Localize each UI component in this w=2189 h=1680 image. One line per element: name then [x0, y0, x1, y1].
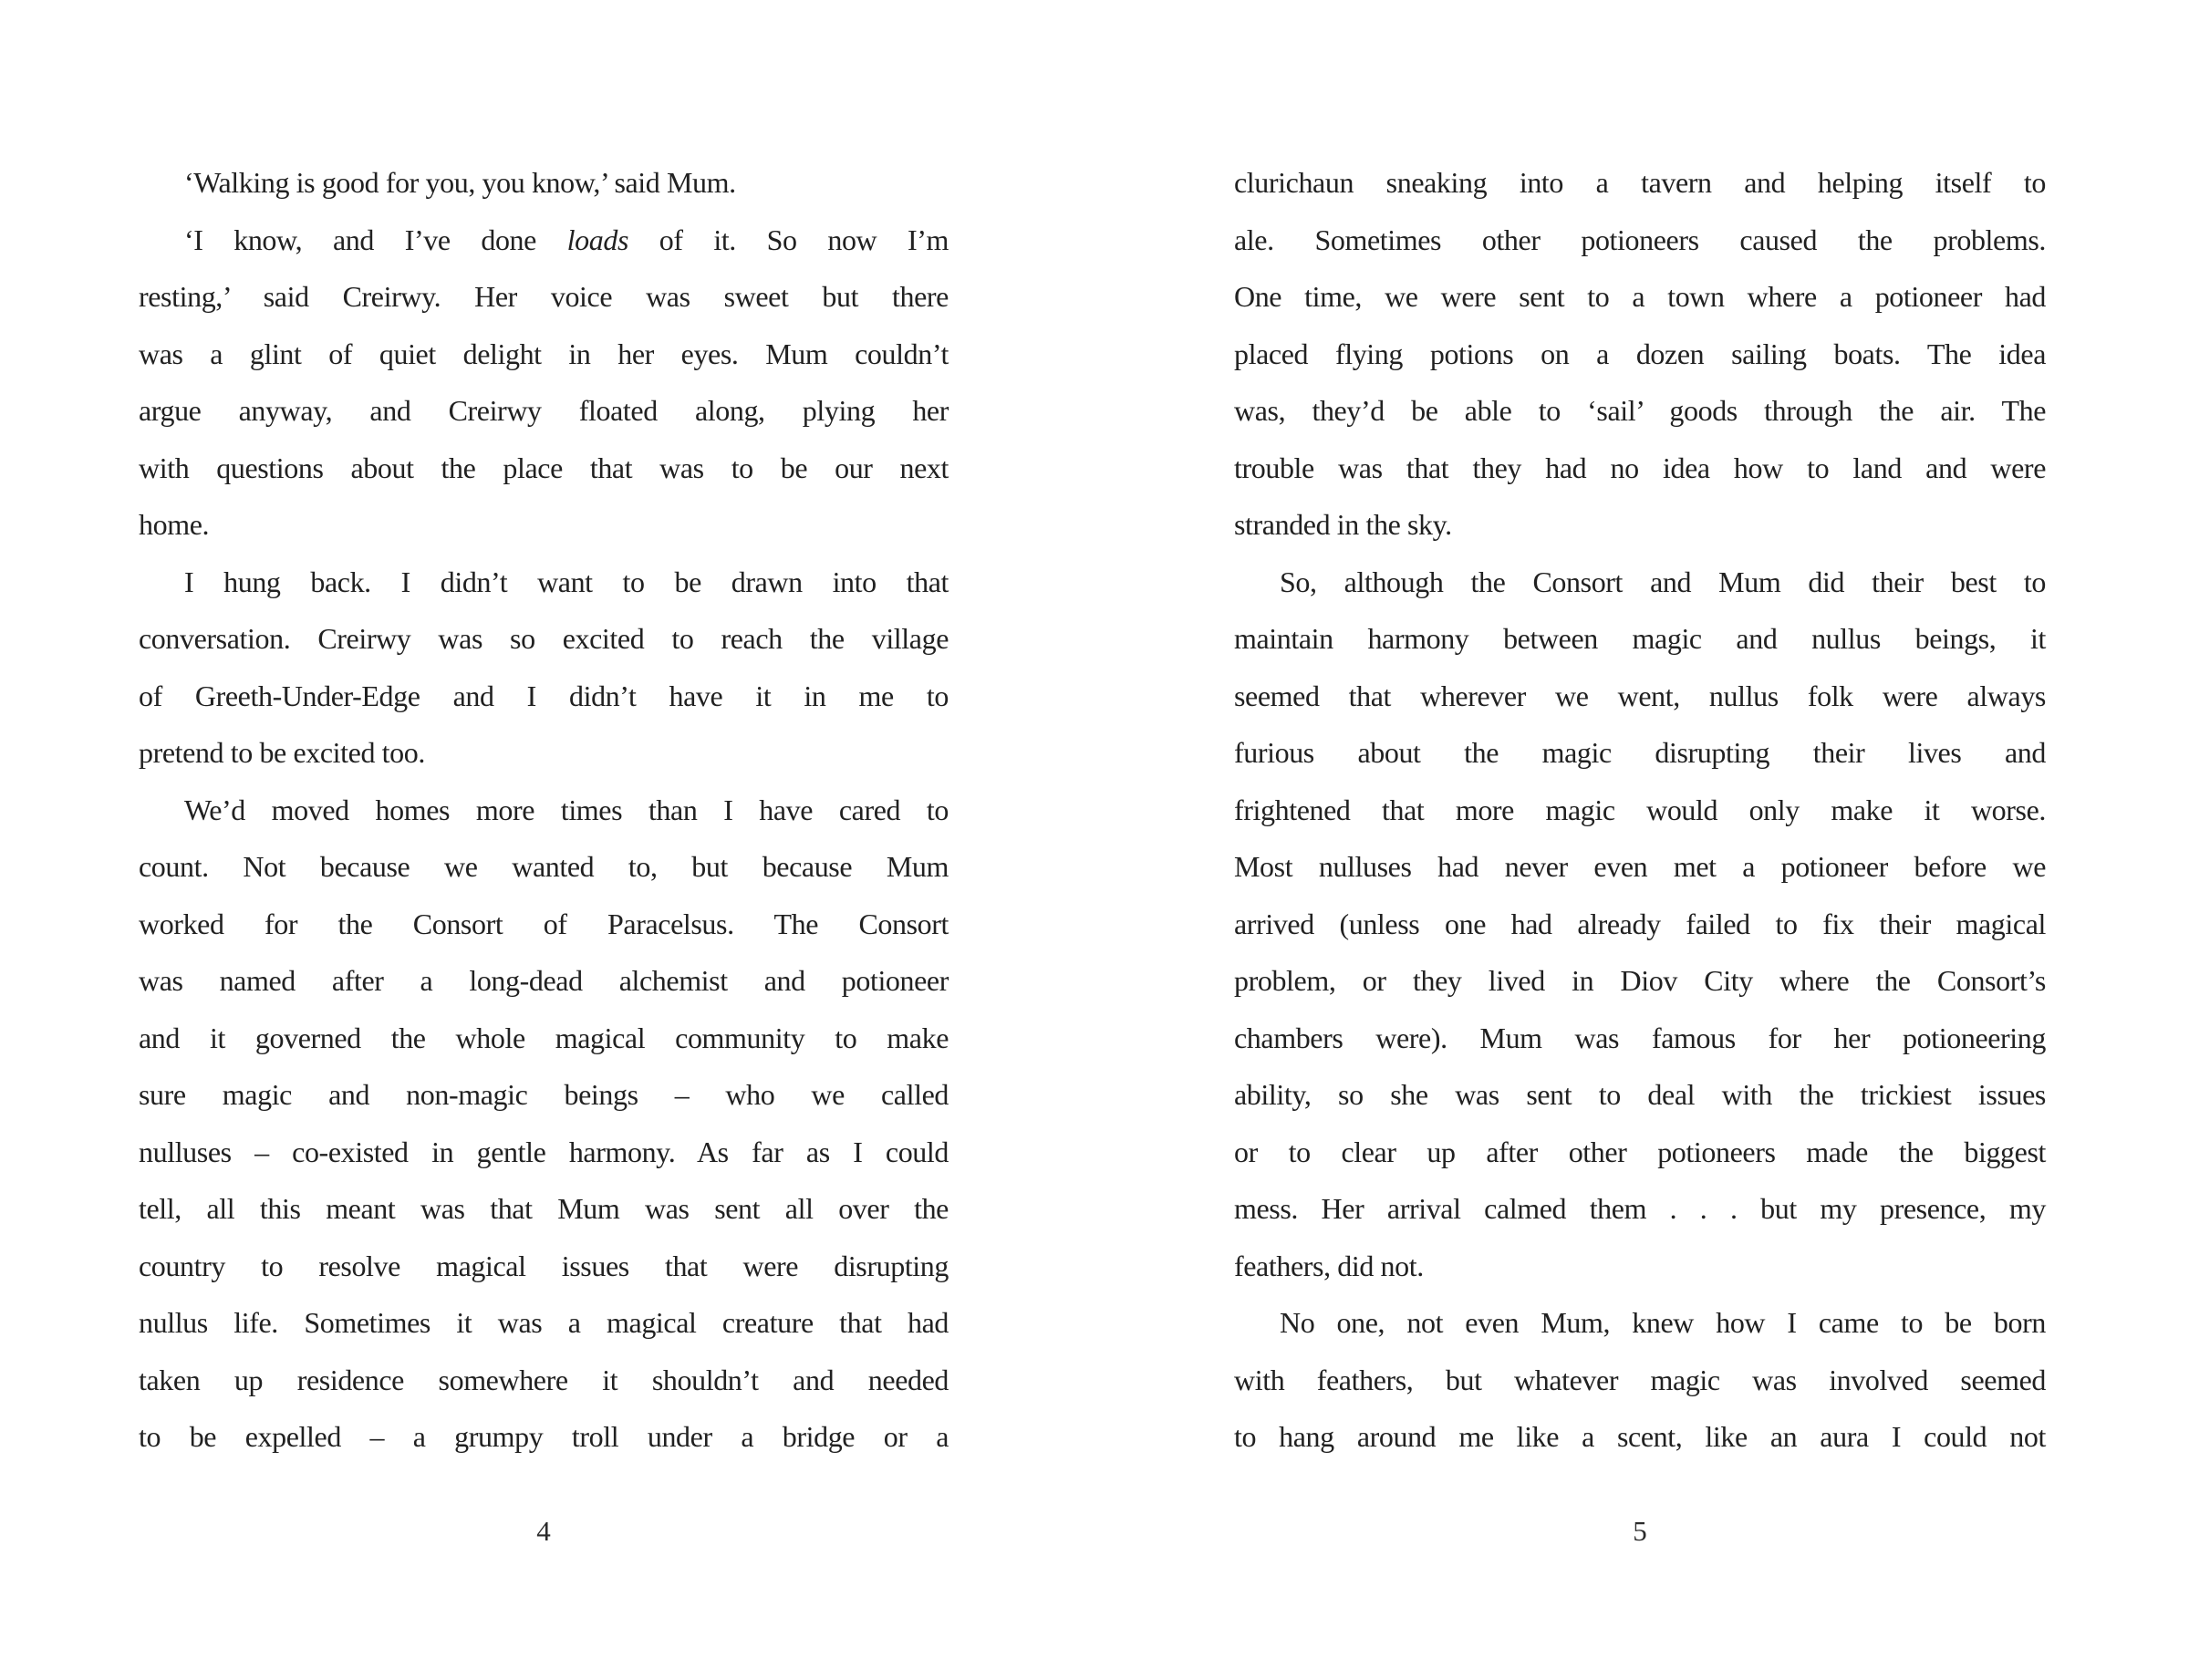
page-left-text — [139, 154, 949, 1466]
text-line: I hung back. I didn’t want to be drawn into that — [184, 565, 949, 598]
text-line: stranded in the sky. — [1234, 508, 1452, 541]
text-line: count. Not because we wanted to, but because Mum — [139, 850, 949, 883]
text-line: placed flying potions on a dozen sailing boats. The idea — [1234, 337, 2046, 370]
text-line: argue anyway, and Creirwy floated along, plying her — [139, 394, 949, 427]
text-line: So, although the Consort and Mum did their best to — [1280, 565, 2046, 598]
text-line: taken up residence somewhere it shouldn’t and needed — [139, 1363, 949, 1396]
text-line: nulluses – co-existed in gentle harmony. As far as I could — [139, 1135, 949, 1168]
text-line: with feathers, but whatever magic was involved seemed — [1234, 1363, 2046, 1396]
text-line: trouble was that they had no idea how to land and were — [1234, 451, 2046, 484]
text-line: ale. Sometimes other potioneers caused the problems. — [1234, 223, 2046, 256]
text-line: was named after a long-dead alchemist and potioneer — [139, 964, 949, 997]
text-line: nullus life. Sometimes it was a magical creature that had — [139, 1306, 949, 1339]
text-line: maintain harmony between magic and nullus beings, it — [1234, 622, 2046, 655]
text-line: to hang around me like a scent, like an aura I could not — [1234, 1420, 2046, 1453]
text-line: mess. Her arrival calmed them . . . but my presence, my — [1234, 1192, 2046, 1225]
text-line: seemed that wherever we went, nullus folk were always — [1234, 679, 2046, 712]
text-line: arrived (unless one had already failed to fix their magical — [1234, 907, 2046, 940]
text-line: resting,’ said Creirwy. Her voice was sweet but there — [139, 280, 949, 313]
text-line: We’d moved homes more times than I have cared to — [184, 793, 949, 826]
text-line: country to resolve magical issues that were disrupting — [139, 1249, 949, 1282]
text-line: and it governed the whole magical community to make — [139, 1021, 949, 1054]
text-line: with questions about the place that was to be our next — [139, 451, 949, 484]
text-line: was, they’d be able to ‘sail’ goods through the air. The — [1234, 394, 2046, 427]
text-line: Most nulluses had never even met a potioneer before we — [1234, 850, 2046, 883]
text-line: conversation. Creirwy was so excited to reach the village — [139, 622, 949, 655]
page-left — [139, 154, 949, 1613]
text-line: ‘I know, and I’ve done loads of it. So now I’m — [184, 223, 949, 256]
text-line: ability, so she was sent to deal with the trickiest issues — [1234, 1078, 2046, 1111]
text-line: ‘Walking is good for you, you know,’ said Mum. — [184, 166, 736, 199]
text-line: feathers, did not. — [1234, 1249, 1424, 1282]
text-line: sure magic and non-magic beings – who we called — [139, 1078, 949, 1111]
text-line: tell, all this meant was that Mum was sent all over the — [139, 1192, 949, 1225]
text-line: worked for the Consort of Paracelsus. The Consort — [139, 907, 949, 940]
text-line: was a glint of quiet delight in her eyes. Mum couldn’t — [139, 337, 949, 370]
text-line: problem, or they lived in Diov City where the Consort’s — [1234, 964, 2046, 997]
page-right — [1234, 154, 2046, 1613]
text-line: to be expelled – a grumpy troll under a bridge or a — [139, 1420, 949, 1453]
text-line: clurichaun sneaking into a tavern and helping itself to — [1234, 166, 2046, 199]
text-line: or to clear up after other potioneers made the biggest — [1234, 1135, 2046, 1168]
text-line: No one, not even Mum, knew how I came to be born — [1280, 1306, 2046, 1339]
text-line: frightened that more magic would only make it worse. — [1234, 793, 2046, 826]
text-line: One time, we were sent to a town where a potioneer had — [1234, 280, 2046, 313]
text-line: of Greeth-Under-Edge and I didn’t have it in me to — [139, 679, 949, 712]
text-line: chambers were). Mum was famous for her potioneering — [1234, 1021, 2046, 1054]
text-line: pretend to be excited too. — [139, 736, 425, 769]
page-right-text — [1234, 154, 2046, 1466]
page-right-number: 5 — [1633, 1515, 1647, 1547]
text-line: furious about the magic disrupting their lives and — [1234, 736, 2046, 769]
page-left-number: 4 — [536, 1515, 551, 1547]
text-line: home. — [139, 508, 210, 541]
